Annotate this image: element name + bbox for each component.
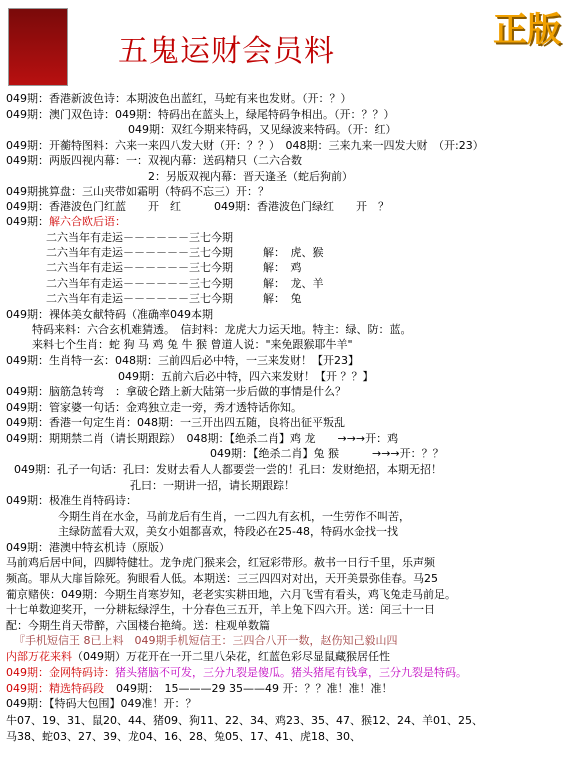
poem-line: 二六当年有走运－－－－－－三七今期 解： 兔 [46,292,302,305]
line-select-segment: 049期：精选特码段 049期： 15———29 35——49 开：？？准！准！准！ [6,682,393,695]
line-seven-zodiac: 来料七个生肖：蛇 狗 马 鸡 兔 牛 猴 曾道人说："来免跟猴耶牛羊" [32,338,353,351]
line-zodiac-poem-title: 049期：极准生肖特码诗： [6,494,137,507]
poem-line: 二六当年有走运－－－－－－三七今期 解： 龙、羊 [46,277,324,290]
line-hk-one-sentence: 049期：香港一句定生肖：048期：一三开出四五随，良将出征平叛乱 [6,416,345,429]
line-housekeeper: 049期：管家婆一句话：金鸡独立走一旁，秀才透特话你知。 [6,401,302,414]
line-lisboa-1: 葡京赌侠：049期：今期生肖寒岁知，老老实实耕田地，六月飞雪有看头，鸡飞兔走马前足。 [6,588,456,601]
line-zodiac-mystery: 049期：生肖特一玄：048期：三前四后必中特，一三来发财！【开23】 [6,354,359,367]
line-double-red: 049期：双红今期来特码，又见绿波来特码。（开：红） [128,123,397,136]
poem-line: 二六当年有走运－－－－－－三七今期 解： 鸡 [46,261,302,274]
line-sms-king: 『手机短信王 8已上料 049期手机短信王：三四合八开一数，赵伤知己毅山四 [14,634,398,647]
zhengban-stamp: 正版 [493,10,561,50]
line-zodiac-poem-1: 今期生肖在水金，马前龙后有生肖，一二四九有玄机，一生劳作不叫苦， [58,510,410,523]
line-kill-two: 049期：【绝杀二肖】兔 猴 →→→开：？？ [210,447,444,460]
line-two-version-2: 2：另版双视内幕：晋天逢圣（蛇后狗前） [148,170,353,183]
line-abacus: 049期挑算盘：三山夹带如霜明（特码不忘三）开：？ [6,185,269,198]
line-five-front: 049期：五前六后必中特，四六来发财！【开 ？？】 [118,370,374,383]
line-brain-teaser: 049期：脑筋急转弯 ：拿破仑踏上新大陆第一步后做的事情是什么？ [6,385,346,398]
line-zodiac-poem-2: 主绿防蓝看大双，美女小姐都喜欢，特段必在25-48，特码水金找一找 [58,525,398,538]
line-nude-model: 049期：裸体美女献特码（准确率049本期 [6,308,213,321]
line-poem-body-1: 马前鸡后居中间，四脚特健壮。龙争虎门猴来会，红冠彩带形。赦书一日行千里，乐声频 [6,556,435,569]
line-zodiac-numbers-1: 牛07、19、31、鼠20、44、猪09、狗11、22、34、鸡23、35、47、猴12、24、羊01、25、 [6,714,483,727]
line-lisboa-3: 配：今期生肖天带醉，六国楼台艳绮。送：柱观单数篇 [6,619,270,632]
page-title: 五鬼运财会员料 [118,34,335,69]
line-zodiac-numbers-2: 马38、蛇03、27、39、龙04、16、28、兔05、17、41、虎18、30、 [6,730,361,743]
line-code-source: 特码来料：六合玄机难猜透。 信封料：龙虎大力运天地。特主：绿、防：蓝。 [32,323,412,336]
line-kaiheng-chart: 049期：开蘅特图料：六来一来四八发大财（开：？？） 048期：三来九来一四发大财 （开:23） [6,139,484,152]
line-hk-macau-poem: 049期：港澳中特玄机诗（原版） [6,541,170,554]
person-photo [8,8,68,86]
line-confucius: 049期：孔子一句话：孔曰：发财去看人人都要尝一尝的！孔曰：发财绝招，本期无招！ [14,463,442,476]
line-confucius-2: 孔曰：一期讲一招，请长期跟踪！ [130,479,295,492]
line-two-version-1: 049期：两版四视内幕：一：双视内幕：送码精只（二六合数 [6,154,302,167]
line-macau-color-poem: 049期：澳门双色诗：049期：特码出在蓝头上，绿尾特码争相出。（开：？？） [6,108,395,121]
poem-line: 二六当年有走运－－－－－－三七今期 [46,231,233,244]
line-wanhua: 内部万花来料（049期）万花开在一开二里八朵花，红蓝色彩尽显鼠藏猴居任性 [6,650,390,663]
poem-line: 二六当年有走运－－－－－－三七今期 解： 虎、猴 [46,246,324,259]
line-lisboa-2: 十七单数迎奖开，一分耕耘绿浮生，十分春色三五开，羊上兔下四六开。送：闰三十一日 [6,603,435,616]
line-big-encircle: 049期：【特码大包围】049准！开：？ [6,697,197,710]
line-poem-body-2: 频高。罪从大扉旨除死。狗眼看人低。本期送：三三四四对对出，天开美景弥佳春。马25 [6,572,438,585]
line-hk-color-poem: 049期：香港新波色诗：本期波色出蓝红，马蛇有来也发财。（开：？） [6,92,352,105]
line-golden-net: 049期：金网特码诗：猪头猪脑不可发，三分九裂是傻瓜。猪头猪尾有钱拿，三分九裂是特码。 [6,666,467,679]
line-ban-two: 049期：期期禁二肖（请长期跟踪） 048期：【绝杀二肖】鸡 龙 →→→开：鸡 [6,432,399,445]
line-hk-color-gate: 049期：香港波色门红蓝 开 红 049期：香港波色门绿红 开 ？ [6,200,389,213]
line-poem-title: 049期：解六合欧后语： [6,215,126,228]
